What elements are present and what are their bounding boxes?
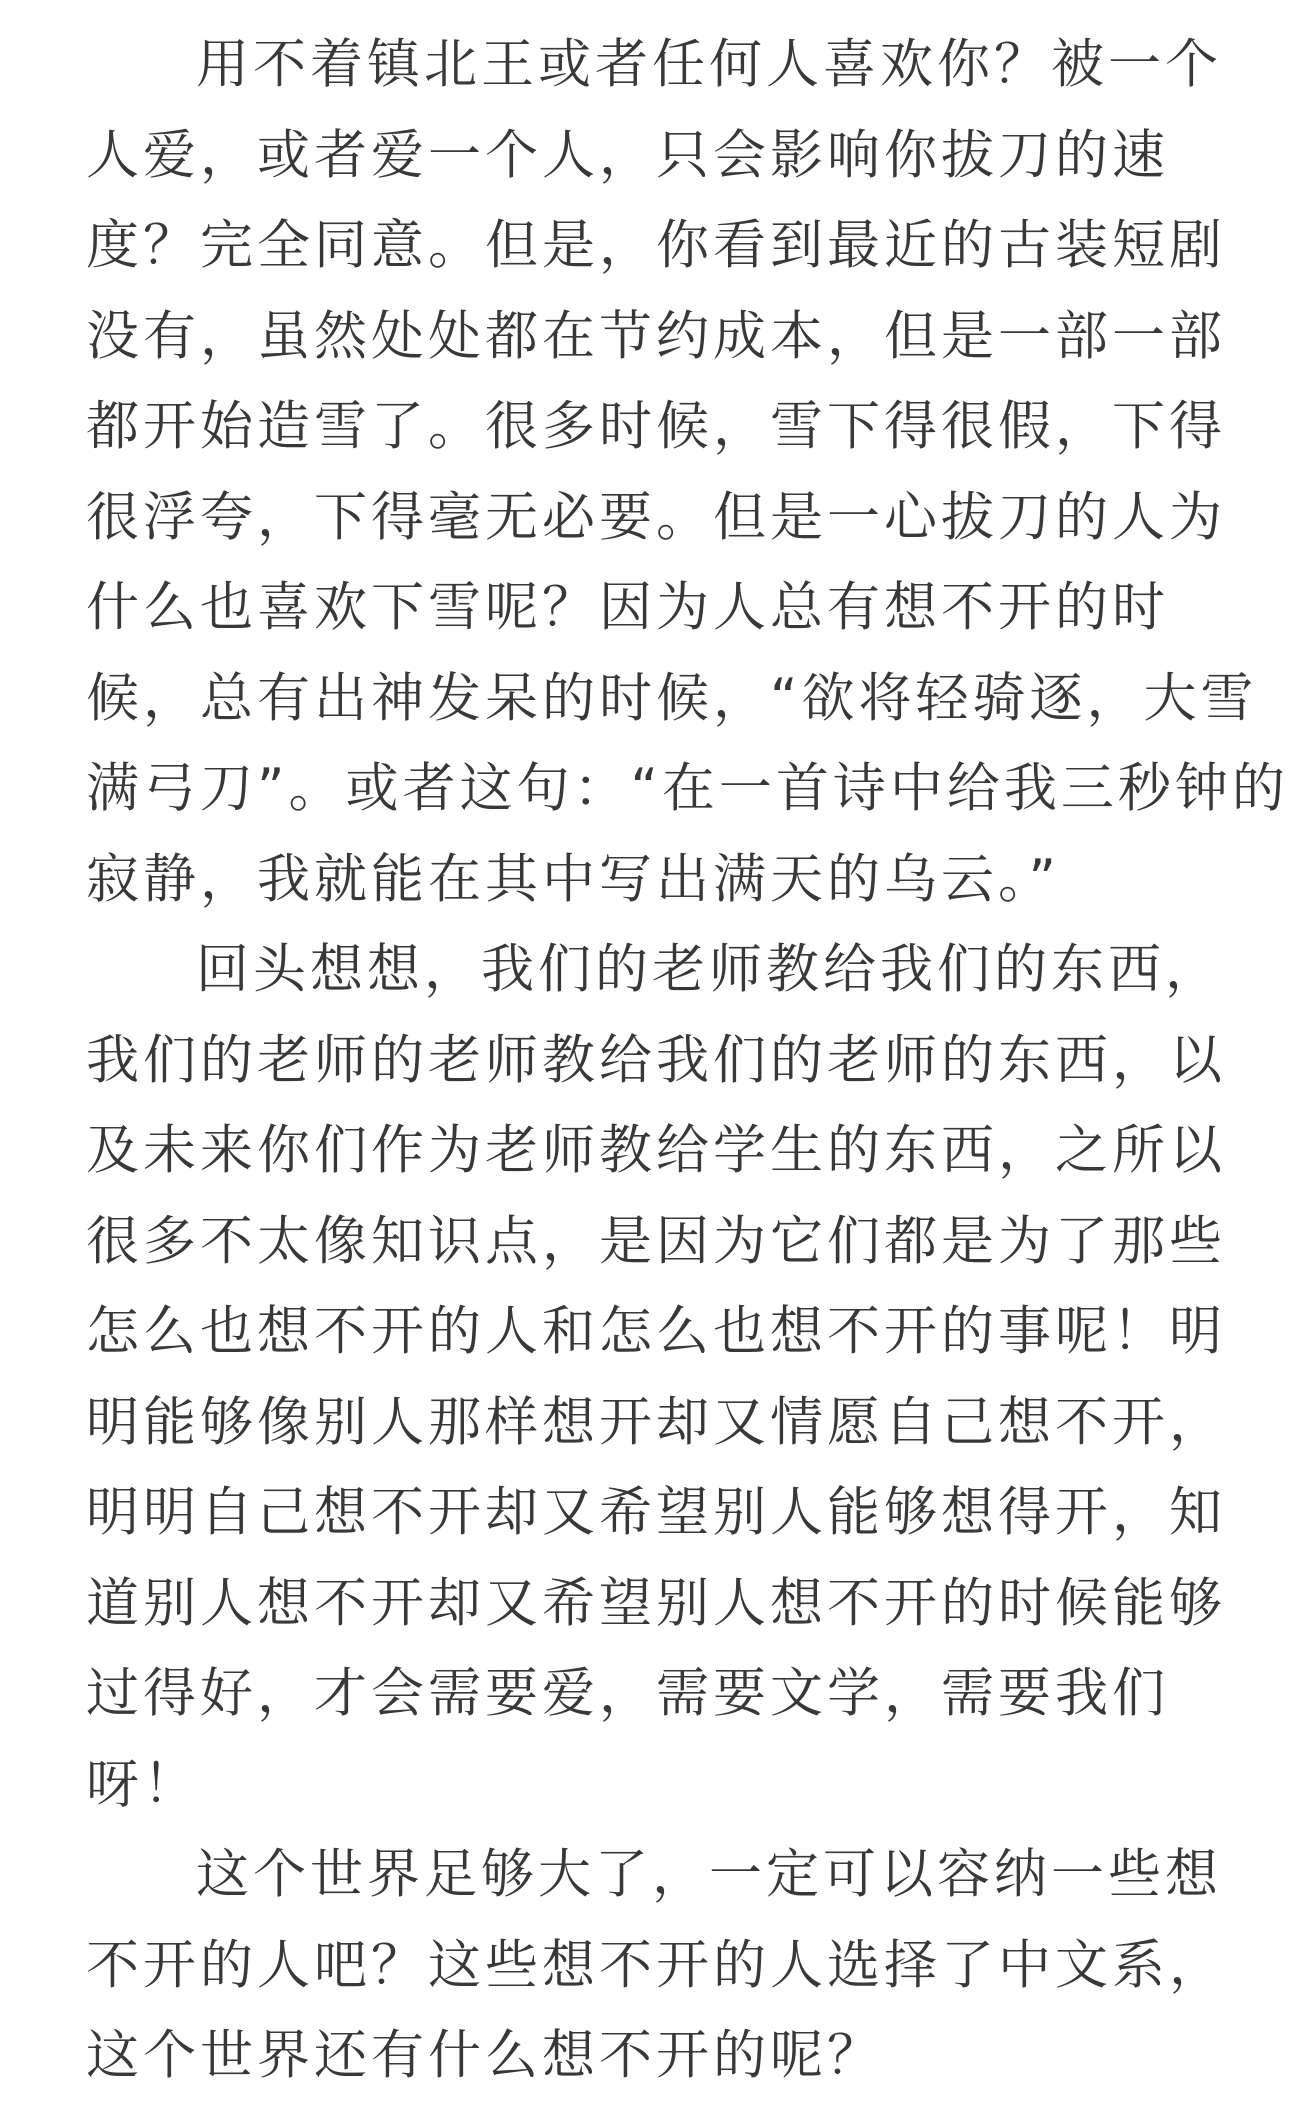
text-line: 呀！ [86, 1753, 200, 1815]
text-line: 没有，虽然处处都在节约成本，但是一部一部 [86, 305, 1226, 367]
text-line: 这个世界还有什么想不开的呢？ [86, 2025, 884, 2086]
text-line: 明明自己想不开却又希望别人能够想得开，知 [86, 1482, 1226, 1543]
text-line: 道别人想不开却又希望别人想不开的时候能够 [86, 1572, 1226, 1634]
text-line: 满弓刀”。或者这句：“在一首诗中给我三秒钟的 [86, 758, 1289, 819]
paragraph-2 [86, 925, 1226, 1830]
text-line: 及未来你们作为老师教给学生的东西，之所以 [86, 1120, 1226, 1181]
text-line: 不开的人吧？这些想不开的人选择了中文系， [86, 1934, 1226, 1996]
text-line: 明能够像别人那样想开却又情愿自己想不开， [86, 1391, 1226, 1453]
text-line: 候，总有出神发呆的时候，“欲将轻骑逐，大雪 [86, 667, 1258, 729]
paragraph-3 [86, 1830, 1226, 2102]
text-line: 这个世界足够大了，一定可以容纳一些想 [196, 1844, 1222, 1905]
text-line: 人爱，或者爱一个人，只会影响你拔刀的速 [86, 124, 1169, 186]
text-line: 怎么也想不开的人和怎么也想不开的事呢！明 [86, 1301, 1226, 1362]
text-line: 都开始造雪了。很多时候，雪下得很假，下得 [86, 396, 1226, 457]
text-line: 度？完全同意。但是，你看到最近的古装短剧 [86, 215, 1226, 276]
article-body [86, 20, 1289, 2102]
text-line: 什么也喜欢下雪呢？因为人总有想不开的时 [86, 577, 1169, 638]
paragraph-1 [86, 20, 1289, 925]
text-line: 我们的老师的老师教给我们的老师的东西，以 [86, 1029, 1226, 1091]
text-line: 寂静，我就能在其中写出满天的乌云。” [86, 848, 1060, 910]
text-line: 很浮夸，下得毫无必要。但是一心拔刀的人为 [86, 486, 1226, 548]
text-line: 用不着镇北王或者任何人喜欢你？被一个 [196, 34, 1222, 95]
text-line: 回头想想，我们的老师教给我们的东西， [196, 939, 1222, 1000]
text-line: 过得好，才会需要爱，需要文学，需要我们 [86, 1663, 1169, 1724]
text-line: 很多不太像知识点，是因为它们都是为了那些 [86, 1210, 1226, 1272]
